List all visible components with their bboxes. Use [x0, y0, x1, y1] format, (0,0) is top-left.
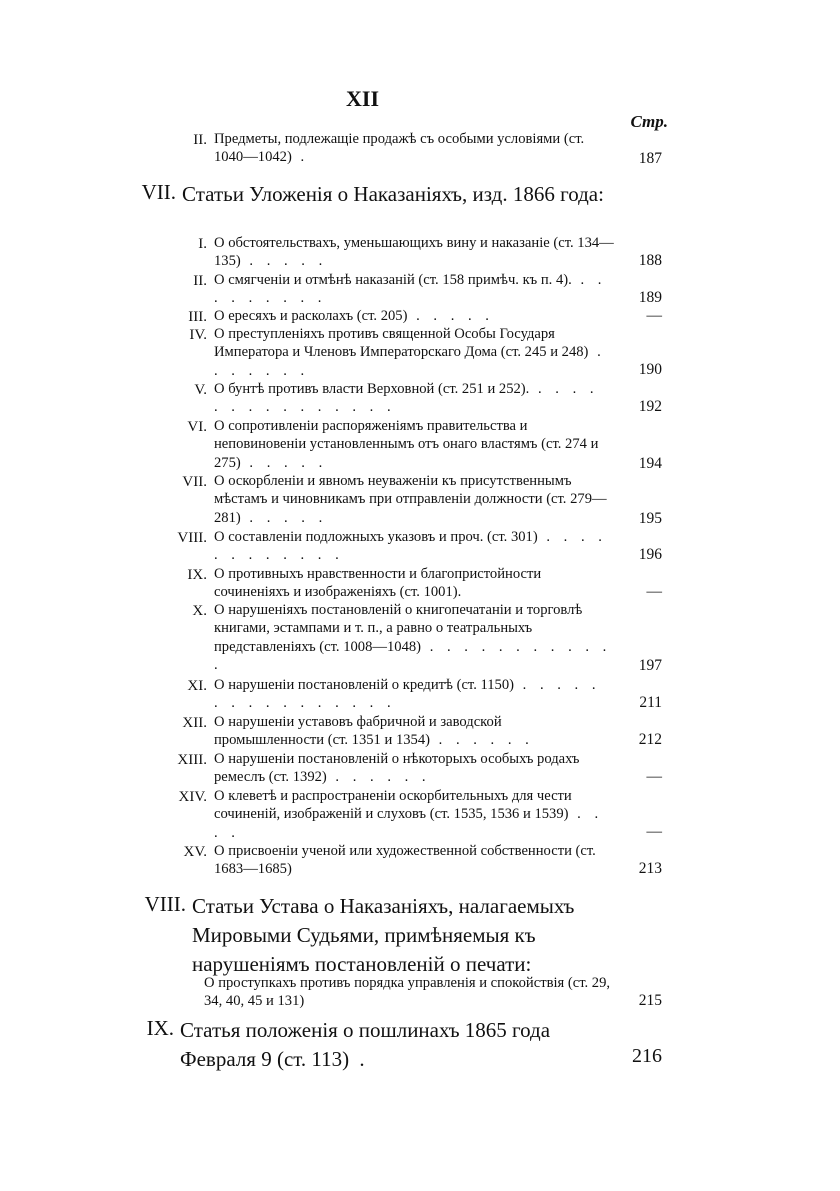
toc-leader-dots: . . . . .	[240, 454, 328, 471]
toc-entry-title: О сопротивленіи распоряженіямъ правительства и неповиновеніи установленнымъ отъ онаго властямъ (ст. 274 и 275)	[214, 418, 599, 471]
toc-leader-dots: . . . . . .	[430, 732, 534, 749]
toc-leader-dots: . . . .	[214, 806, 604, 841]
toc-entry-title: О ересяхъ и расколахъ (ст. 205)	[214, 308, 408, 324]
toc-page-number: 213	[638, 860, 662, 877]
toc-leader-dots: . . . . . . . . . . . .	[214, 638, 612, 674]
toc-leader-dots: . . . . .	[240, 253, 328, 270]
toc-roman-numeral: XIV.	[178, 789, 207, 805]
toc-leader-dots: . . . . . . . . . . . .	[214, 529, 607, 564]
toc-roman-numeral: XI.	[187, 678, 207, 694]
toc-entry-title: О противныхъ нравственности и благопристойности сочиненіяхъ и изображеніяхъ (ст. 1001).	[214, 566, 542, 601]
toc-section-title: Статьи Устава о Наказаніяхъ, налагаемыхъ Мировыми Судьями, примѣняемыя къ нарушеніямъ постановленій о печати:	[192, 894, 575, 976]
toc-entry-title: О нарушеніи постановленій о кредитѣ (ст. 1150)	[214, 677, 515, 693]
toc-leader-dots: . . . . .	[240, 509, 328, 526]
toc-entry-title: О оскорбленіи и явномъ неуваженіи къ присутственнымъ мѣстамъ и чиновникамъ при отправленіи должности (ст. 279—281)	[214, 473, 607, 526]
toc-page-number: 196	[638, 546, 662, 563]
toc-roman-numeral: XV.	[183, 844, 207, 860]
toc-page-number: 212	[638, 731, 662, 748]
toc-roman-numeral: VIII.	[177, 530, 207, 546]
toc-page-number: 194	[638, 455, 662, 472]
toc-roman-numeral: IX.	[146, 1016, 174, 1040]
toc-entry-title: О клеветѣ и распространеніи оскорбительныхъ для чести сочиненій, изображеній и слуховъ (ст. 1535, 1536 и 1539)	[214, 788, 572, 823]
toc-roman-numeral: VII.	[182, 474, 207, 490]
toc-section-title: Статьи Уложенія о Наказаніяхъ, изд. 1866 года:	[182, 182, 604, 206]
toc-roman-numeral: VII.	[141, 180, 176, 204]
toc-page-number: 215	[638, 992, 662, 1009]
toc-page-number: —	[646, 823, 662, 840]
toc-page-number: 188	[638, 252, 662, 269]
toc-page-number: 189	[638, 289, 662, 306]
toc-roman-numeral: IX.	[187, 567, 207, 583]
toc-entry-title: О нарушеніи уставовъ фабричной и заводской промышленности (ст. 1351 и 1354)	[214, 714, 502, 749]
toc-page-number: 216	[632, 1045, 662, 1067]
toc-leader-dots: . . . . . . .	[214, 344, 606, 379]
toc-entry-title: О составленіи подложныхъ указовъ и проч. (ст. 301)	[214, 529, 538, 545]
toc-roman-numeral: VIII.	[144, 892, 186, 916]
toc-page-number: 195	[638, 510, 662, 527]
toc-roman-numeral: X.	[192, 603, 207, 619]
toc-entry-title: О нарушеніи постановленій о нѣкоторыхъ особыхъ родахъ ремеслъ (ст. 1392)	[214, 751, 580, 786]
toc-leader-dots: . . . . . . . . .	[214, 272, 607, 307]
toc-entry-title: О присвоеніи ученой или художественной собственности (ст. 1683—1685)	[214, 843, 596, 878]
toc-roman-numeral: I.	[198, 236, 207, 252]
toc-page-number: 187	[638, 150, 662, 167]
toc-leader-dots: .	[291, 149, 310, 166]
toc-entry-title: О нарушеніяхъ постановленій о книгопечатаніи и торговлѣ книгами, эстампами и т. п., а равно о театральныхъ представленіяхъ (ст. 1008—1048)	[214, 602, 583, 655]
toc-leader-dots: .	[349, 1047, 370, 1071]
toc-entry-title: О проступкахъ противъ порядка управленія и спокойствія (ст. 29, 34, 40, 45 и 131)	[204, 975, 611, 1010]
toc-entry-title: О бунтѣ противъ власти Верховной (ст. 251 и 252).	[214, 381, 530, 397]
toc-entry-title: О смягченіи и отмѣнѣ наказаній (ст. 158 примѣч. къ п. 4).	[214, 272, 572, 288]
toc-page-number: 192	[638, 398, 662, 415]
toc-page-number: 211	[639, 694, 662, 711]
toc-entry-title: О обстоятельствахъ, уменьшающихъ вину и наказаніе (ст. 134—135)	[214, 235, 614, 270]
toc-entry-title: О преступленіяхъ противъ священной Особы Государя Императора и Членовъ Императорскаго Дома (ст. 245 и 248)	[214, 326, 589, 361]
toc-leader-dots: . . . . . . . . . . . . . . . .	[214, 677, 601, 712]
toc-roman-numeral: XIII.	[177, 752, 207, 768]
toc-page-number: 190	[638, 361, 662, 378]
toc-entry-title: Предметы, подлежащіе продажѣ съ особыми условіями (ст. 1040—1042)	[214, 131, 585, 166]
toc-roman-numeral: IV.	[189, 327, 207, 343]
toc-page-number: —	[646, 768, 662, 785]
toc-roman-numeral: XII.	[182, 715, 207, 731]
toc-roman-numeral: VI.	[187, 419, 207, 435]
toc-page-number: —	[646, 583, 662, 600]
toc-roman-numeral: II.	[193, 132, 207, 148]
toc-roman-numeral: III.	[188, 309, 207, 325]
toc-page-number: —	[646, 307, 662, 324]
toc-leader-dots: . . . . . .	[326, 769, 431, 786]
page-number: XII	[346, 86, 380, 111]
toc-roman-numeral: V.	[194, 382, 207, 398]
toc-leader-dots: . . . . . . . . . . . . . . .	[214, 381, 599, 416]
toc-leader-dots: . . . . .	[407, 308, 494, 324]
page-column-header: Стр.	[630, 112, 668, 131]
toc-section-title: Статья положенія о пошлинахъ 1865 года Февраля 9 (ст. 113)	[180, 1018, 551, 1071]
toc-page-number: 197	[638, 657, 662, 674]
toc-roman-numeral: II.	[193, 273, 207, 289]
